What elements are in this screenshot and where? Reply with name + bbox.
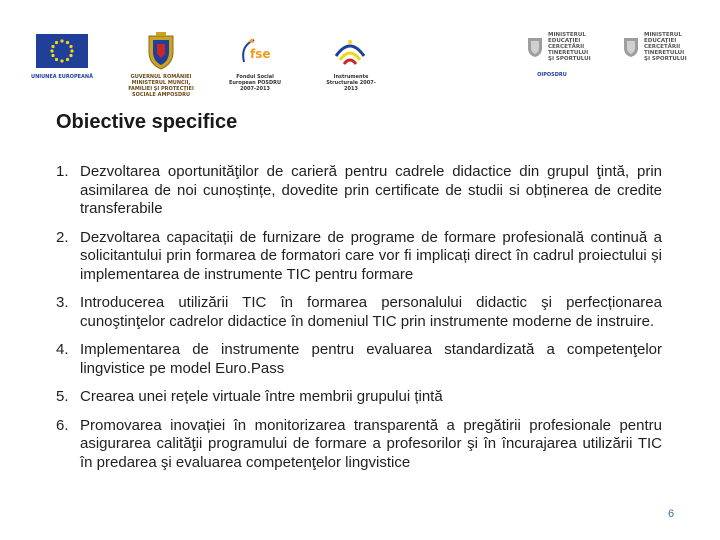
ministry-crest-icon-2: [622, 36, 640, 58]
objective-number: 1.: [56, 163, 69, 180]
page-number: 6: [668, 508, 675, 520]
romania-coat-of-arms-icon: [146, 32, 176, 70]
fse-logo-icon: [238, 34, 272, 68]
objectives-list: [56, 163, 662, 482]
eu-caption: UNIUNEA EUROPEANĂ: [31, 74, 93, 80]
objective-item-5: [56, 388, 662, 407]
objective-text: Dezvoltarea oportunităţilor de carieră pentru cadrele didactice din grupul ţintă, prin asimilarea de noi cunoștințe, dovedite prin certificate de studii si obținerea de credite transferabile: [80, 163, 662, 217]
objective-item-4: [56, 341, 662, 378]
ministry-crest-icon-1: [526, 36, 544, 58]
logo-bar: [0, 0, 720, 100]
fse-caption: Fondul Social European POSDRU 2007-2013: [228, 74, 282, 92]
ministry-text-1: MINISTERUL EDUCAŢIEI CERCETĂRII TINERETULUI ŞI SPORTULUI: [548, 32, 591, 62]
objective-text: Promovarea inovației în monitorizarea transparentă a pregătirii profesionale pentru asigurarea calităţii programului de formare a profesorilor şi în încurajarea utilizării TIC în predarea şi evaluarea competenţelor lingvistice: [80, 416, 662, 471]
objective-text: Dezvoltarea capacitații de furnizare de programe de formare profesională continuă a solicitantului prin formarea de formatori care vor fi implicați direct în cadrul proiectului și implementarea de instrumente TIC pentru formare: [80, 228, 662, 283]
svg-text:fse: fse: [250, 47, 271, 61]
objective-number: 2.: [56, 228, 69, 246]
objective-number: 6.: [56, 416, 69, 434]
oiposdru-caption: OIPOSDRU: [537, 72, 567, 78]
objective-item-2: [56, 229, 662, 285]
ministry-text-2: MINISTERUL EDUCAŢIEI CERCETĂRII TINERETULUI ŞI SPORTULUI: [644, 32, 687, 62]
structural-instruments-caption: Instrumente Structurale 2007-2013: [326, 74, 376, 92]
objective-item-6: [56, 417, 662, 473]
objective-text: Introducerea utilizării TIC în formarea personalului didactic şi perfecționarea cunoştinţelor cadrelor didactice în domeniul TIC prin instrumente moderne de instruire.: [80, 294, 662, 330]
structural-instruments-icon: [330, 34, 370, 68]
objective-number: 4.: [56, 341, 69, 358]
page-title: Obiective specifice: [56, 111, 238, 133]
objective-text: Crearea unei rețele virtuale între membrii grupului țintă: [80, 388, 443, 405]
eu-flag-icon: [36, 34, 88, 68]
objective-text: Implementarea de instrumente pentru evaluarea standardizată a competenţelor lingvistice pe model Euro.Pass: [80, 341, 662, 377]
objective-number: 5.: [56, 388, 69, 405]
objective-number: 3.: [56, 294, 69, 311]
romania-caption: GUVERNUL ROMÂNIEI MINISTERUL MUNCII, FAMILIEI ŞI PROTECŢIEI SOCIALE AMPOSDRU: [128, 74, 194, 98]
objective-item-1: [56, 163, 662, 219]
objective-item-3: [56, 294, 662, 331]
